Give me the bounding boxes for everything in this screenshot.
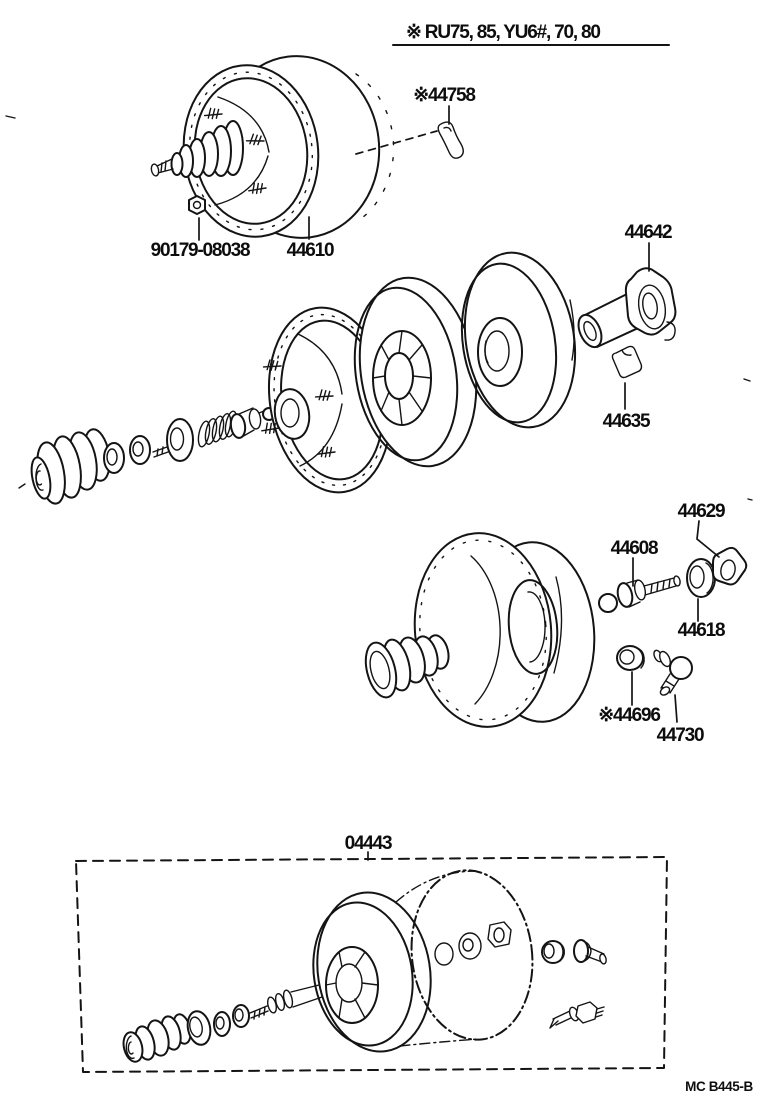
kit-fasteners-art	[542, 940, 607, 965]
applicability-note: ※ RU75, 85, YU6#, 70, 80	[406, 22, 600, 43]
figure-code: MC B445-B	[685, 1079, 753, 1094]
part-label-booster-assembly: 44610	[286, 240, 334, 261]
valve-rod-chain-art	[19, 408, 275, 506]
part-label-body-grommet: ※44696	[598, 705, 660, 726]
body-grommet-art	[617, 646, 644, 670]
filter-art	[612, 346, 641, 377]
part-label-repair-kit: 04443	[344, 833, 392, 854]
kit-washers-art	[185, 1005, 249, 1047]
part-label-rod-grommet: 44618	[677, 620, 725, 641]
part-label-vacuum-union: 44642	[624, 222, 672, 243]
part-label-check-valve: 44730	[656, 725, 704, 746]
part-label-clevis: 44629	[677, 501, 725, 522]
check-valve-art	[652, 649, 692, 697]
kit-plate-art	[303, 884, 441, 1060]
part-label-mounting-nut: 90179-08038	[150, 240, 250, 261]
part-label-operating-rod: 44608	[610, 538, 658, 559]
rod-grommet-art	[687, 559, 715, 597]
washers-art	[104, 419, 193, 473]
clevis-art	[713, 548, 746, 585]
booster-assembly-art	[150, 47, 393, 247]
header	[393, 22, 669, 45]
mounting-nut-art	[189, 196, 205, 214]
part-label-clip: ※44758	[413, 85, 475, 106]
valve-rod-art	[229, 408, 275, 439]
repair-kit-art	[76, 857, 667, 1072]
rear-shell-art	[361, 527, 602, 732]
operating-rod-art	[599, 575, 681, 612]
vacuum-union-art	[574, 268, 675, 350]
part-label-filter: 44635	[602, 411, 650, 432]
kit-valve-art	[550, 1002, 604, 1028]
kit-boot-art	[121, 1013, 194, 1064]
boot-art	[19, 427, 113, 505]
